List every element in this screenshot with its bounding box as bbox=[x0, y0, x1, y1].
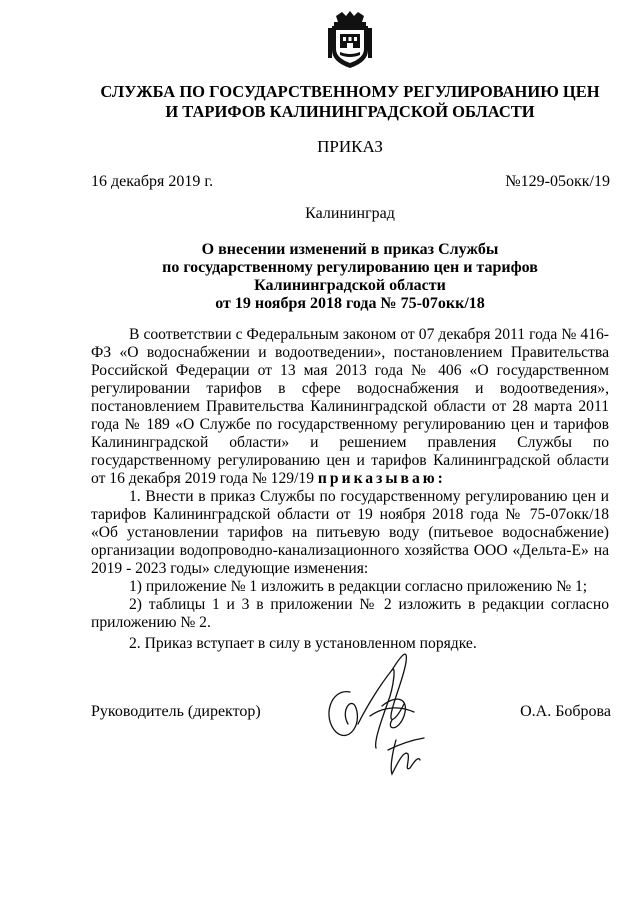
signatory-role: Руководитель (директор) bbox=[91, 703, 261, 720]
organization-name bbox=[60, 82, 640, 122]
item-1-subitem-1: 1) приложение № 1 изложить в редакции согласно приложению № 1; bbox=[129, 578, 588, 595]
document-type: ПРИКАЗ bbox=[317, 137, 383, 156]
order-subject bbox=[60, 241, 640, 313]
city: Калининград bbox=[305, 205, 395, 222]
handwritten-signature bbox=[300, 640, 450, 790]
preamble-text: В соответствии с Федеральным законом от 07 декабря 2011 года № 416-ФЗ «О водоснабжении и водоотведении», постановлением Правительства Российской Федерации от 13 мая 2013 года № 406 «О государственном регулировании тарифов в сфере водоснабжения и водоотведения», постановлением Правительства Калининградской области от 28 марта 2011 года № 189 «О Службе по государственному регулированию цен и тарифов Калининградской области» и решением правления Службы по государственному регулированию цен и тарифов Калининградской области от 16 декабря 2019 года № 129/19 bbox=[91, 326, 609, 487]
item-1-subitem-2: 2) таблицы 1 и 3 в приложении № 2 изложить в редакции согласно приложению № 2. bbox=[91, 596, 609, 631]
subject-line-4: от 19 ноября 2018 года № 75-07окк/18 bbox=[215, 295, 485, 312]
order-number: №129-05окк/19 bbox=[505, 173, 610, 190]
subject-line-2: по государственному регулированию цен и тарифов bbox=[162, 259, 538, 276]
item-1: 1. Внести в приказ Службы по государственному регулированию цен и тарифов Калининградской области от 19 ноября 2018 года № 75-07окк/18 «Об установлении тарифов на питьевую воду (питьевое водоснабжение) организации водопроводно-канализационного хозяйства ООО «Дельта-Е» на 2019 - 2023 годы» следующие изменения: bbox=[91, 488, 609, 577]
item-2: 2. Приказ вступает в силу в установленном порядке. bbox=[129, 635, 477, 652]
subject-line-1: О внесении изменений в приказ Службы bbox=[201, 241, 499, 258]
preamble-paragraph bbox=[91, 326, 609, 488]
org-line-1: СЛУЖБА ПО ГОСУДАРСТВЕННОМУ РЕГУЛИРОВАНИЮ ЦЕН bbox=[100, 82, 600, 101]
subject-line-3: Калининградской области bbox=[254, 277, 446, 294]
order-body bbox=[91, 326, 609, 653]
order-date: 16 декабря 2019 г. bbox=[91, 173, 214, 190]
order-word: приказываю: bbox=[317, 470, 446, 487]
coat-of-arms-emblem bbox=[326, 10, 374, 70]
org-line-2: И ТАРИФОВ КАЛИНИНГРАДСКОЙ ОБЛАСТИ bbox=[165, 102, 535, 121]
signatory-name: О.А. Боброва bbox=[520, 703, 611, 720]
